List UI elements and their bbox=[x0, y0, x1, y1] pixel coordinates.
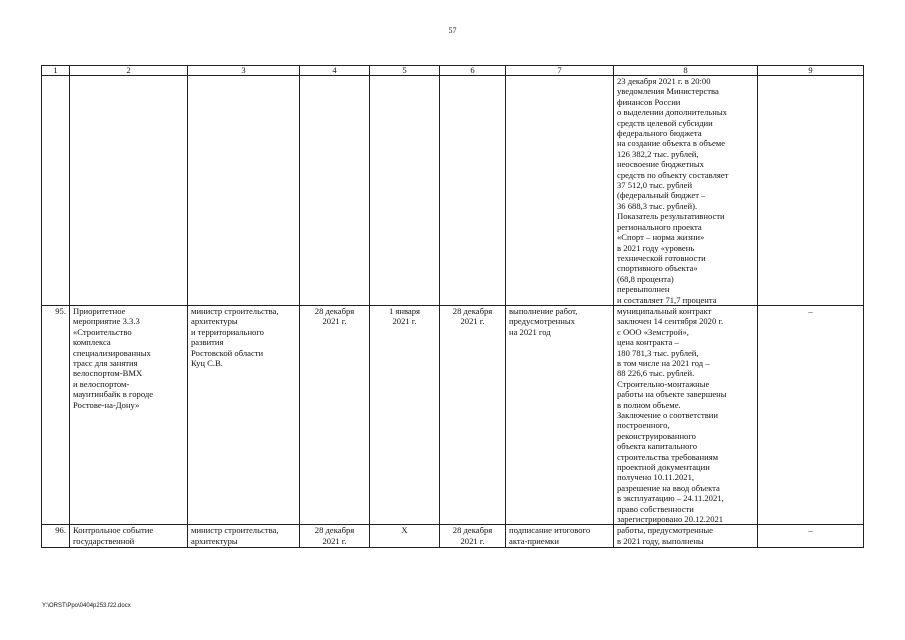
responsible-cell bbox=[188, 305, 300, 525]
cell-line: 37 512,0 тыс. рублей bbox=[617, 180, 693, 191]
planned-date-cell bbox=[300, 305, 370, 525]
cell-line: спортивного объекта» bbox=[617, 263, 698, 274]
cell-line: на 2021 год bbox=[509, 326, 551, 337]
cell-line: федерального бюджета bbox=[617, 128, 702, 139]
end-date-cell bbox=[440, 76, 506, 306]
cell-line: специализированных bbox=[73, 347, 151, 358]
cell-line: 23 декабря 2021 г. в 20:00 bbox=[617, 76, 711, 86]
cell-line: и велоспортом- bbox=[73, 378, 130, 389]
cell-line: в 2021 году «уровень bbox=[617, 242, 695, 253]
start-date-cell bbox=[370, 525, 440, 548]
end-date-cell bbox=[440, 525, 506, 548]
cell-line: право собственности bbox=[617, 503, 694, 514]
cell-line: архитектуры bbox=[191, 316, 238, 327]
cell-line: в 2021 году, выполнены bbox=[617, 535, 704, 546]
header-cell: 4 bbox=[300, 66, 370, 76]
cell-line: объекта капитального bbox=[617, 441, 698, 452]
cell-line: 36 688,3 тыс. рублей). bbox=[617, 200, 698, 211]
cell-line: предусмотренных bbox=[509, 316, 575, 327]
cell-line: получено 10.11.2021, bbox=[617, 472, 695, 483]
measure-cell bbox=[70, 305, 188, 525]
cell-line: архитектуры bbox=[191, 535, 238, 546]
cell-line: 28 декабря bbox=[314, 525, 355, 536]
header-row bbox=[42, 66, 864, 76]
cell-line: построенного, bbox=[617, 420, 670, 431]
cell-line: зарегистрировано 20.12.2021 bbox=[617, 514, 724, 525]
cell-line: средств целевой субсидии bbox=[617, 117, 713, 128]
cell-line: Ростове-на-Дону» bbox=[73, 399, 140, 410]
file-path-footer: Y:\ORST\Ppo\0404p253.f22.docx bbox=[42, 603, 131, 609]
cell-line: Ростовской области bbox=[191, 347, 264, 358]
start-date-cell bbox=[370, 305, 440, 525]
cell-line: реконструированного bbox=[617, 430, 696, 441]
cell-line: в том числе на 2021 год – bbox=[617, 357, 710, 368]
cell-line: Куц С.В. bbox=[191, 357, 223, 368]
header-cell: 1 bbox=[42, 66, 70, 76]
cell-line: перевыполнен bbox=[617, 284, 670, 295]
header-cell: 9 bbox=[758, 66, 864, 76]
cell-line: велоспортом-ВМХ bbox=[73, 368, 143, 379]
notes-cell bbox=[758, 76, 864, 306]
notes-cell: – bbox=[758, 305, 864, 525]
cell-line: в эксплуатацию – 24.11.2021, bbox=[617, 493, 724, 504]
header-cell: 8 bbox=[614, 66, 758, 76]
cell-line: и территориального bbox=[191, 326, 264, 337]
cell-line: государственной bbox=[73, 535, 135, 546]
cell-line: муниципальный контракт bbox=[617, 305, 712, 316]
measure-cell bbox=[70, 76, 188, 306]
cell-line: маунтинбайк в городе bbox=[73, 389, 154, 400]
cell-line: неосвоение бюджетных bbox=[617, 159, 704, 170]
cell-line: Строительно-монтажные bbox=[617, 378, 710, 389]
actual-result-cell bbox=[614, 76, 758, 306]
cell-line: министр строительства, bbox=[191, 305, 279, 316]
actual-result-cell bbox=[614, 525, 758, 548]
cell-line: работы на объекте завершены bbox=[617, 389, 727, 400]
cell-line: подписание итогового bbox=[509, 525, 591, 536]
planned-date-cell bbox=[300, 525, 370, 548]
cell-line: Приоритетное bbox=[73, 305, 126, 316]
cell-line: о выделении дополнительных bbox=[617, 107, 727, 118]
header-cell: 3 bbox=[188, 66, 300, 76]
cell-line: Заключение о соответствии bbox=[617, 410, 718, 420]
cell-line: 2021 г. bbox=[322, 535, 347, 546]
cell-line: 88 226,6 тыс. рублей. bbox=[617, 368, 695, 379]
header-cell: 5 bbox=[370, 66, 440, 76]
cell-line: строительства требованиям bbox=[617, 451, 719, 462]
cell-line: регионального проекта bbox=[617, 221, 702, 232]
cell-line: 2021 г. bbox=[392, 316, 417, 327]
planned-date-cell bbox=[300, 76, 370, 306]
cell-line: 2021 г. bbox=[460, 535, 485, 546]
cell-line: (68,8 процента) bbox=[617, 273, 674, 284]
cell-line: 180 781,3 тыс. рублей, bbox=[617, 347, 699, 358]
planned-result-cell bbox=[506, 305, 614, 525]
row-number bbox=[42, 76, 70, 306]
header-cell: 7 bbox=[506, 66, 614, 76]
cell-line: «Строительство bbox=[73, 326, 132, 337]
cell-line: (федеральный бюджет – bbox=[617, 190, 706, 201]
row-number: 96. bbox=[42, 525, 70, 548]
cell-line: заключен 14 сентября 2020 г. bbox=[617, 316, 724, 327]
cell-line: «Спорт – норма жизни» bbox=[617, 232, 705, 243]
header-cell: 6 bbox=[440, 66, 506, 76]
planned-result-cell bbox=[506, 76, 614, 306]
cell-line: Показатель результативности bbox=[617, 211, 725, 222]
start-date-cell bbox=[370, 76, 440, 306]
cell-line: выполнение работ, bbox=[509, 305, 578, 316]
end-date-cell bbox=[440, 305, 506, 525]
cell-line: 2021 г. bbox=[322, 316, 347, 327]
table-row bbox=[42, 305, 864, 525]
cell-line: 28 декабря bbox=[452, 305, 493, 316]
header-cell: 2 bbox=[70, 66, 188, 76]
measure-cell bbox=[70, 525, 188, 548]
cell-line: уведомления Министерства bbox=[617, 86, 719, 97]
report-table bbox=[41, 65, 864, 548]
cell-line: 2021 г. bbox=[460, 316, 485, 327]
cell-line: министр строительства, bbox=[191, 525, 279, 536]
cell-line: мероприятие 3.3.3 bbox=[73, 316, 140, 327]
page-number: 57 bbox=[448, 26, 457, 35]
cell-line: технической готовности bbox=[617, 252, 706, 263]
cell-line: комплекса bbox=[73, 337, 111, 348]
cell-line: с ООО «Земстрой», bbox=[617, 326, 689, 337]
cell-line: трасс для занятия bbox=[73, 357, 138, 368]
table-row bbox=[42, 525, 864, 548]
responsible-cell bbox=[188, 525, 300, 548]
cell-line: 126 382,2 тыс. рублей, bbox=[617, 148, 699, 159]
cell-line: проектной документации bbox=[617, 462, 710, 473]
cell-line: в полном объеме. bbox=[617, 399, 681, 410]
table-row bbox=[42, 76, 864, 306]
cell-line: развития bbox=[191, 337, 224, 348]
cell-line: и составляет 71,7 процента bbox=[617, 294, 717, 305]
planned-result-cell bbox=[506, 525, 614, 548]
cell-line: акта-приемки bbox=[509, 535, 559, 546]
cell-line: средств по объекту составляет bbox=[617, 169, 729, 180]
actual-result-cell bbox=[614, 305, 758, 525]
row-number: 95. bbox=[42, 305, 70, 525]
cell-line: 28 декабря bbox=[452, 525, 493, 536]
cell-line: финансов России bbox=[617, 96, 681, 107]
cell-line: Х bbox=[401, 525, 408, 536]
cell-line: на создание объекта в объеме bbox=[617, 138, 726, 149]
cell-line: 28 декабря bbox=[314, 305, 355, 316]
responsible-cell bbox=[188, 76, 300, 306]
cell-line: цена контракта – bbox=[617, 337, 679, 348]
cell-line: работы, предусмотренные bbox=[617, 525, 713, 536]
notes-cell: – bbox=[758, 525, 864, 548]
cell-line: Контрольное событие bbox=[73, 525, 154, 536]
cell-line: 1 января bbox=[388, 305, 420, 316]
cell-line: разрешение на ввод объекта bbox=[617, 482, 720, 493]
